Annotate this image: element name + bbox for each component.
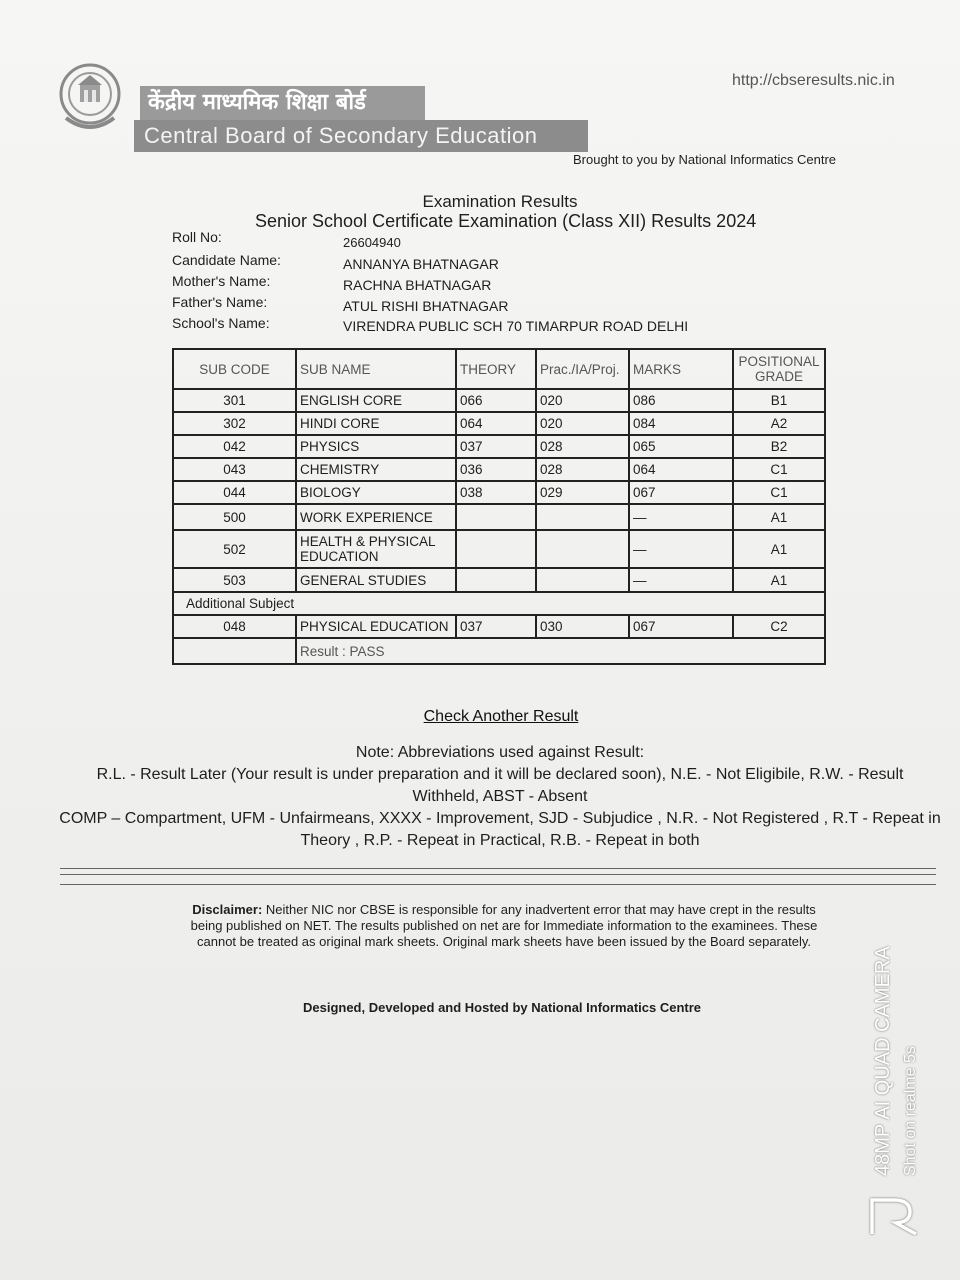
theory-marks (456, 530, 536, 568)
practical-marks: 029 (536, 481, 629, 504)
table-row (173, 435, 825, 458)
theory-marks: 036 (456, 458, 536, 481)
total-marks: 067 (629, 481, 733, 504)
table-row (173, 481, 825, 504)
practical-marks (536, 568, 629, 592)
father-name-value: ATUL RISHI BHATNAGAR (343, 298, 509, 314)
total-marks: 065 (629, 435, 733, 458)
practical-marks: 028 (536, 435, 629, 458)
header-sub-code: SUB CODE (173, 349, 296, 389)
positional-grade: C1 (733, 481, 825, 504)
disclaimer-body: Neither NIC nor CBSE is responsible for any inadvertent error that may have crept in the results being published on NET. The results published on net are for Immediate information to the examinees. These cannot be treated as original mark sheets. Original mark sheets have been issued by the Board separately. (190, 902, 818, 949)
father-name-label: Father's Name: (172, 294, 268, 310)
positional-grade: A2 (733, 412, 825, 435)
school-name-value: VIRENDRA PUBLIC SCH 70 TIMARPUR ROAD DELHI (343, 318, 689, 334)
site-url: http://cbseresults.nic.in (732, 72, 895, 89)
total-marks: — (629, 568, 733, 592)
sub-code: 048 (173, 615, 296, 638)
result-row (173, 638, 825, 664)
positional-grade: B2 (733, 435, 825, 458)
camera-watermark-sub: Shot on realme 5s (902, 1046, 919, 1176)
sub-name: HEALTH & PHYSICAL EDUCATION (296, 530, 456, 568)
school-name-label: School's Name: (172, 315, 270, 331)
mother-name-label: Mother's Name: (172, 273, 271, 289)
sub-code: 302 (173, 412, 296, 435)
sub-name: CHEMISTRY (296, 458, 456, 481)
table-row (173, 504, 825, 530)
table-row (173, 615, 825, 638)
header-practical: Prac./IA/Proj. (536, 349, 629, 389)
table-header-row (173, 349, 825, 389)
sub-code: 301 (173, 389, 296, 412)
mother-name-value: RACHNA BHATNAGAR (343, 277, 492, 293)
header-sub-name: SUB NAME (296, 349, 456, 389)
sub-code: 503 (173, 568, 296, 592)
positional-grade: C2 (733, 615, 825, 638)
positional-grade: A1 (733, 504, 825, 530)
total-marks: 064 (629, 458, 733, 481)
divider (60, 868, 936, 869)
practical-marks (536, 530, 629, 568)
realme-logo-icon (866, 1196, 920, 1236)
table-row (173, 530, 825, 568)
note-abbreviations-line1: R.L. - Result Later (Your result is under preparation and it will be declared soon), N.E. - Not Eligibile, R.W. - Result Withheld, ABST - Absent (96, 766, 904, 805)
additional-subject-label: Additional Subject (173, 592, 825, 615)
candidate-name-label: Candidate Name: (172, 252, 281, 268)
divider (60, 874, 936, 875)
table-row (173, 389, 825, 412)
header-marks: MARKS (629, 349, 733, 389)
header-positional-grade: POSITIONAL GRADE (733, 349, 825, 389)
roll-no-label: Roll No: (172, 229, 222, 245)
theory-marks (456, 568, 536, 592)
note-abbreviations-line2: COMP – Compartment, UFM - Unfairmeans, XXXX - Improvement, SJD - Subjudice , N.R. - Not Registered , R.T - Repeat in Theory , R.P. - Repeat in Practical, R.B. - Repeat in both (59, 810, 941, 849)
sub-code: 042 (173, 435, 296, 458)
practical-marks: 020 (536, 389, 629, 412)
sub-code: 043 (173, 458, 296, 481)
disclaimer-label: Disclaimer: (192, 902, 263, 917)
positional-grade: A1 (733, 530, 825, 568)
practical-marks: 030 (536, 615, 629, 638)
theory-marks (456, 504, 536, 530)
header-theory: THEORY (456, 349, 536, 389)
theory-marks: 066 (456, 389, 536, 412)
camera-watermark: 48MP AI QUAD CAMERA (872, 946, 894, 1176)
theory-marks: 037 (456, 615, 536, 638)
check-another-result-link[interactable]: Check Another Result (423, 708, 579, 725)
board-name-hindi: केंद्रीय माध्यमिक शिक्षा बोर्ड (140, 86, 425, 120)
total-marks: 084 (629, 412, 733, 435)
brought-by-text: Brought to you by National Informatics Centre (573, 152, 837, 167)
total-marks: 086 (629, 389, 733, 412)
practical-marks (536, 504, 629, 530)
total-marks: 067 (629, 615, 733, 638)
sub-name: BIOLOGY (296, 481, 456, 504)
footer-credit: Designed, Developed and Hosted by National Informatics Centre (302, 1000, 702, 1015)
exam-results-title: Examination Results (422, 192, 578, 211)
sub-code: 500 (173, 504, 296, 530)
sub-name: PHYSICAL EDUCATION (296, 615, 456, 638)
theory-marks: 064 (456, 412, 536, 435)
result-status: Result : PASS (296, 638, 825, 664)
table-row (173, 412, 825, 435)
total-marks: — (629, 530, 733, 568)
marks-table (172, 348, 826, 665)
practical-marks: 020 (536, 412, 629, 435)
sub-name: ENGLISH CORE (296, 389, 456, 412)
disclaimer-text (184, 902, 824, 950)
theory-marks: 038 (456, 481, 536, 504)
sub-name: HINDI CORE (296, 412, 456, 435)
sub-name: PHYSICS (296, 435, 456, 458)
positional-grade: B1 (733, 389, 825, 412)
cbse-logo-icon (58, 60, 122, 134)
practical-marks: 028 (536, 458, 629, 481)
candidate-name-value: ANNANYA BHATNAGAR (343, 256, 499, 272)
divider (60, 884, 936, 885)
positional-grade: C1 (733, 458, 825, 481)
table-row (173, 458, 825, 481)
note-heading: Note: Abbreviations used against Result: (355, 744, 645, 761)
additional-subject-row (173, 592, 825, 615)
sub-code: 502 (173, 530, 296, 568)
exam-name-title: Senior School Certificate Examination (Class XII) Results 2024 (255, 211, 757, 231)
result-empty-cell (173, 638, 296, 664)
roll-no-value: 26604940 (343, 235, 401, 250)
total-marks: — (629, 504, 733, 530)
positional-grade: A1 (733, 568, 825, 592)
sub-name: GENERAL STUDIES (296, 568, 456, 592)
sub-name: WORK EXPERIENCE (296, 504, 456, 530)
sub-code: 044 (173, 481, 296, 504)
table-row (173, 568, 825, 592)
theory-marks: 037 (456, 435, 536, 458)
board-name-english: Central Board of Secondary Education (134, 120, 588, 152)
